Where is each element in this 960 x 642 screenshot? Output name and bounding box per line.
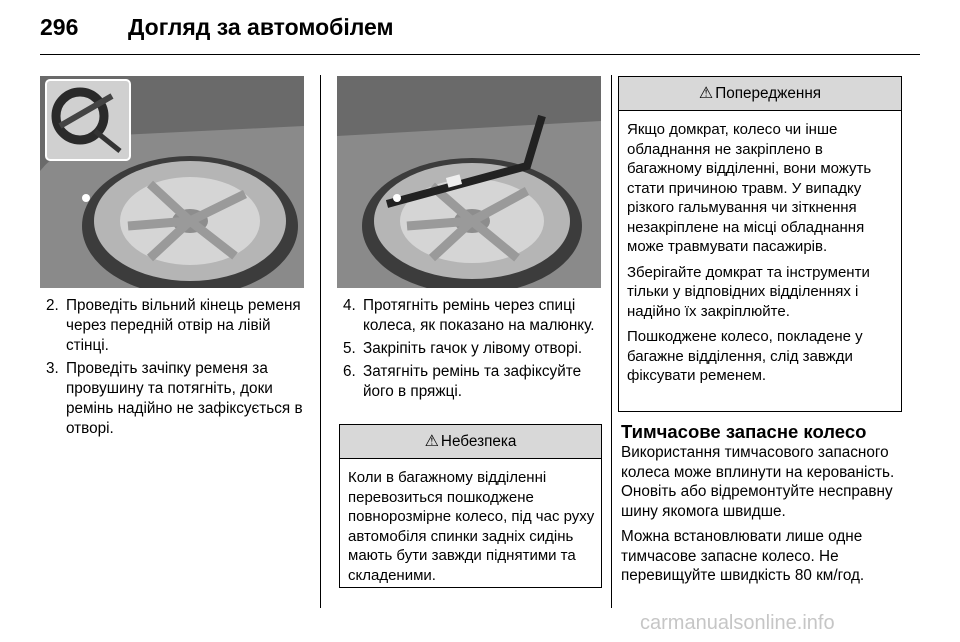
photo-strap-through-hole [40, 76, 304, 288]
list-item [343, 339, 605, 359]
section-paragraph: Можна встановлювати лише одне тимчасове запасне колесо. Не перевищуйте швидкість 80 км/год. [621, 528, 865, 584]
step-number: 5. [343, 340, 356, 357]
section-heading: Тимчасове запасне колесо [621, 421, 867, 442]
warning-box [618, 76, 902, 412]
caution-header [340, 425, 601, 459]
step-text: Протягніть ремінь через спиці колеса, як показано на малюнку. [363, 297, 595, 334]
step-text: Проведіть зачіпку ременя за провушину та потягніть, доки ремінь надійно не зафіксується в отворі. [66, 360, 303, 437]
watermark: carmanualsonline.info [640, 612, 835, 634]
step-text: Закріпіть гачок у лівому отворі. [363, 340, 583, 357]
warning-paragraph: Пошкоджене колесо, покладене у багажне відділення, слід завжди фіксувати ременем. [627, 328, 863, 384]
caution-title: Небезпека [440, 433, 517, 450]
step-number: 3. [46, 360, 59, 377]
step-number: 2. [46, 297, 59, 314]
photo-strap-through-spokes [337, 76, 601, 288]
page-number: 296 [40, 14, 79, 40]
step-text: Затягніть ремінь та зафіксуйте його в пряжці. [363, 363, 582, 400]
warning-paragraph: Зберігайте домкрат та інструменти тільки у відповідних відділеннях і надійно їх закріплюйте. [627, 263, 870, 320]
section-paragraph: Використання тимчасового запасного колеса може вплинути на керованість. Оновіть або відремонтуйте несправну шину якомога швидше. [621, 444, 895, 520]
header-divider [40, 54, 920, 55]
step-text: Проведіть вільний кінець ременя через передній отвір на лівій стінці. [66, 297, 301, 354]
column-divider-1 [320, 75, 321, 608]
warning-paragraph: Якщо домкрат, колесо чи інше обладнання не закріплено в багажному відділенні, вони можуть стати причиною травм. У випадку різкого гальмування чи зіткнення незакріплене на місці обладнання може травмувати пасажирів. [627, 121, 872, 255]
list-item [46, 359, 308, 439]
list-item [343, 362, 605, 402]
warning-triangle-icon: ⚠ [424, 433, 439, 450]
warning-triangle-icon: ⚠ [698, 85, 714, 102]
warning-title: Попередження [715, 85, 822, 102]
step-number: 6. [343, 363, 356, 380]
steps-list-middle [343, 296, 605, 405]
page-title: Догляд за автомобілем [128, 14, 394, 40]
list-item [46, 296, 308, 356]
step-number: 4. [343, 297, 356, 314]
warning-header [619, 77, 901, 111]
column-divider-2 [611, 75, 612, 608]
caution-text: Коли в багажному відділенні перевозиться пошкоджене повнорозмірне колесо, під час руху автомобіля спинки задніх сидінь мають бути завжди піднятими та складеними. [348, 469, 595, 584]
caution-box [339, 424, 602, 588]
steps-list-left [46, 296, 308, 442]
list-item [343, 296, 605, 336]
section-body [621, 443, 903, 592]
